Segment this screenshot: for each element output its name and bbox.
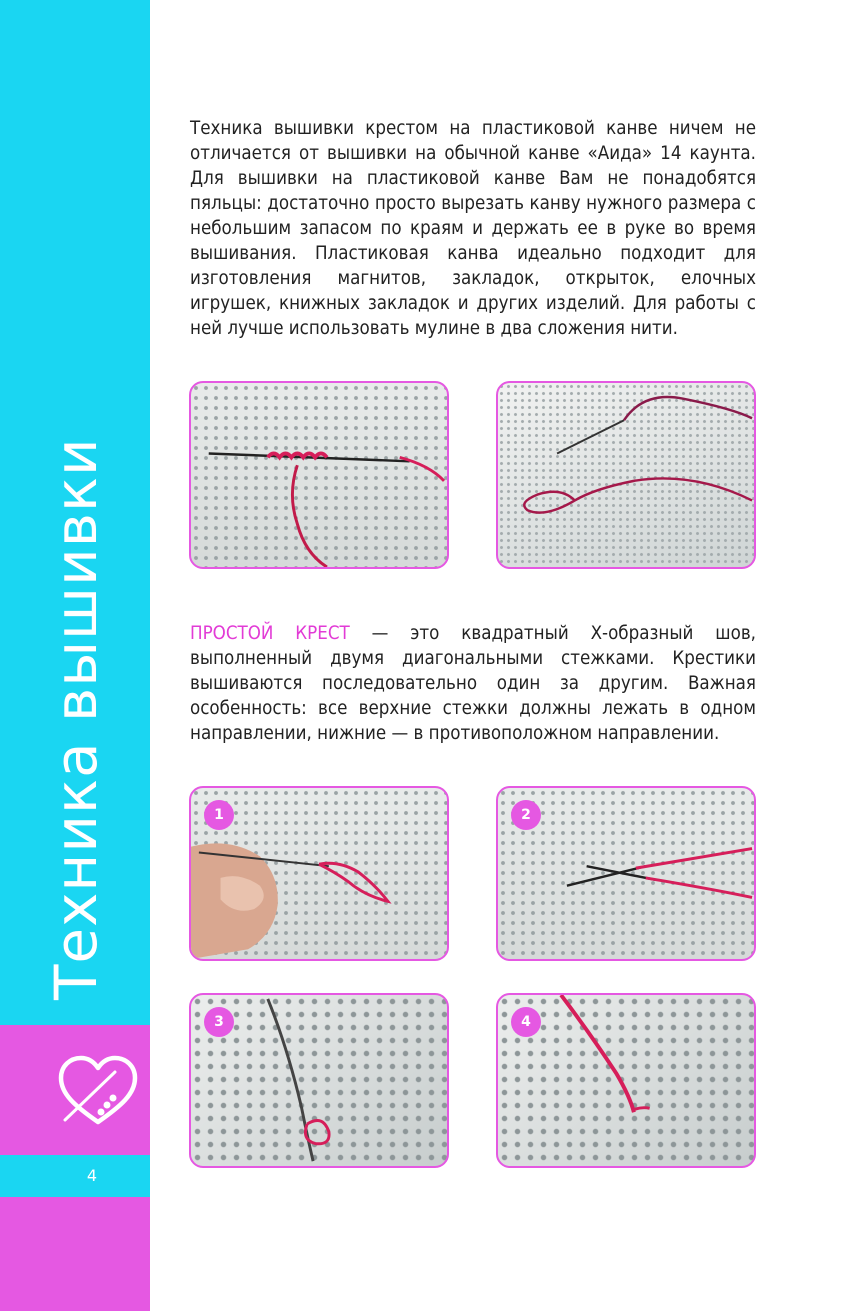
sidebar-magenta-footer bbox=[0, 1197, 150, 1311]
cross-stitch-description: — это квадратный Х-образный шов, выполненный двумя диагональными стежками. Крестики вышиваются последовательно один за другим. Важная особенность: все верхние стежки должны лежать в одном направлении, нижние — в противоположном направлении. bbox=[190, 623, 756, 744]
intro-paragraph: Техника вышивки крестом на пластиковой канве ничем не отличается от вышивки на обычной канве «Аида» 14 каунта. Для вышивки на пластиковой канве Вам не понадобятся пяльцы: достаточно просто вырезать канву нужного размера с небольшим запасом по краям и держать ее в руке во время вышивания. Пластиковая канва идеально подходит для изготовления магнитов, закладок, открыток, елочных игрушек, книжных закладок и других изделий. Для работы с ней лучше использовать мулине в два сложения нити. bbox=[190, 118, 756, 339]
cross-stitch-term: ПРОСТОЙ КРЕСТ bbox=[190, 623, 350, 644]
photo-step-3 bbox=[189, 993, 449, 1168]
heart-needle-icon bbox=[55, 1050, 141, 1130]
step-badge-4: 4 bbox=[511, 1007, 541, 1037]
photo-step-2 bbox=[496, 786, 756, 961]
step-badge-2: 2 bbox=[511, 800, 541, 830]
photo-threaded-needle-on-canvas bbox=[189, 381, 449, 569]
step-badge-3: 3 bbox=[204, 1007, 234, 1037]
cross-stitch-paragraph bbox=[190, 621, 756, 746]
photo-step-4 bbox=[496, 993, 756, 1168]
sidebar-vertical-title: Техника вышивки bbox=[42, 437, 110, 1000]
photo-step-1 bbox=[189, 786, 449, 961]
step-badge-1: 1 bbox=[204, 800, 234, 830]
photo-needle-with-thread bbox=[496, 381, 756, 569]
page-number: 4 bbox=[86, 1166, 98, 1185]
